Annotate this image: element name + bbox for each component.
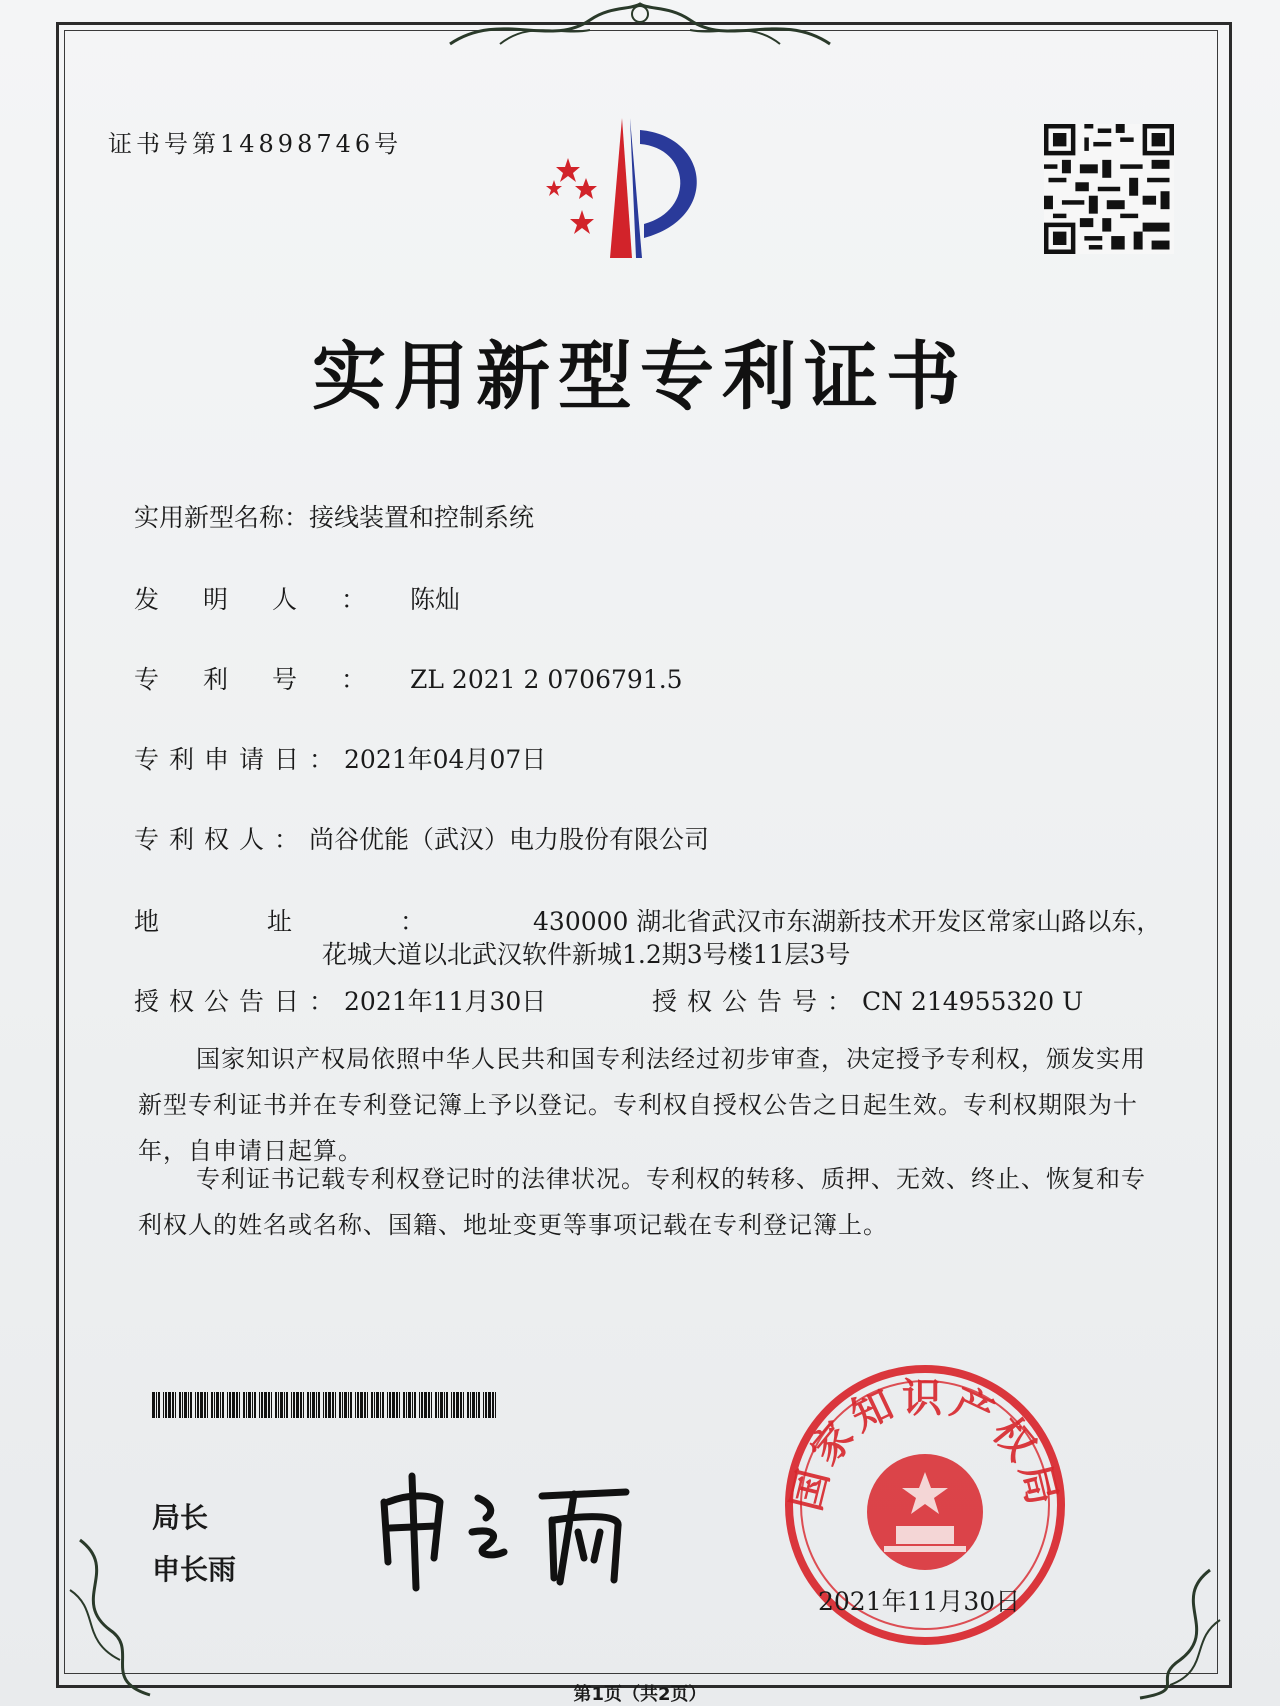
- field-label: 授权公告号：: [652, 987, 863, 1016]
- field-label: 地址：: [134, 907, 534, 936]
- field-patent-number: [134, 660, 683, 696]
- field-label: 授权公告日：: [134, 987, 345, 1016]
- address-line-2: 花城大道以北武汉软件新城1.2期3号楼11层3号: [322, 940, 851, 969]
- field-value: 接线装置和控制系统: [309, 503, 535, 532]
- field-label: 专利权人：: [134, 825, 310, 854]
- cnipa-logo: [540, 118, 740, 278]
- seal-text: 国家知识产权局: [783, 1375, 1067, 1516]
- bottom-right-ornament: [1120, 1560, 1230, 1700]
- certificate-title: 实用新型专利证书: [312, 334, 968, 420]
- field-value: CN 214955320 U: [862, 987, 1084, 1016]
- field-label: 实用新型名称：: [134, 503, 310, 532]
- handwritten-signature: [374, 1462, 674, 1592]
- signatory-name: 申长雨: [152, 1553, 237, 1586]
- field-inventor: [134, 580, 460, 616]
- paragraph-legal-status: 专利证书记载专利权登记时的法律状况。专利权的转移、质押、无效、终止、恢复和专利权人的姓名或名称、国籍、地址变更等事项记载在专利登记簿上。: [138, 1165, 1146, 1239]
- seal-date: 2021年11月30日: [818, 1587, 1021, 1616]
- page-footer: 第1页（共2页）: [573, 1684, 707, 1705]
- field-value: 430000 湖北省武汉市东湖新技术开发区常家山路以东，: [533, 907, 1162, 936]
- field-label: 专利申请日：: [134, 745, 345, 774]
- field-value: 2021年11月30日: [344, 987, 547, 1016]
- field-value: 2021年04月07日: [344, 745, 547, 774]
- certificate-number: 证书号第14898746号: [108, 130, 403, 158]
- field-value: ZL 2021 2 0706791.5: [410, 665, 683, 694]
- field-utility-model-name: [134, 498, 534, 534]
- barcode: [152, 1392, 496, 1418]
- field-grant-number: [652, 982, 1083, 1018]
- signatory-title: 局长: [152, 1501, 209, 1534]
- field-label: 发明人：: [134, 585, 411, 614]
- field-grant-date: [134, 982, 546, 1018]
- top-ornament: [440, 0, 840, 52]
- qr-code: [1044, 124, 1174, 254]
- field-address: [134, 902, 1161, 938]
- paragraph-grant-statement: 国家知识产权局依照中华人民共和国专利法经过初步审查，决定授予专利权，颁发实用新型专利证书并在专利登记簿上予以登记。专利权自授权公告之日起生效。专利权期限为十年，自申请日起算。: [138, 1045, 1146, 1165]
- field-filing-date: [134, 740, 546, 776]
- field-label: 专利号：: [134, 665, 411, 694]
- field-value: 尚谷优能（武汉）电力股份有限公司: [309, 825, 710, 854]
- field-value: 陈灿: [410, 585, 461, 614]
- field-patentee: [134, 820, 709, 856]
